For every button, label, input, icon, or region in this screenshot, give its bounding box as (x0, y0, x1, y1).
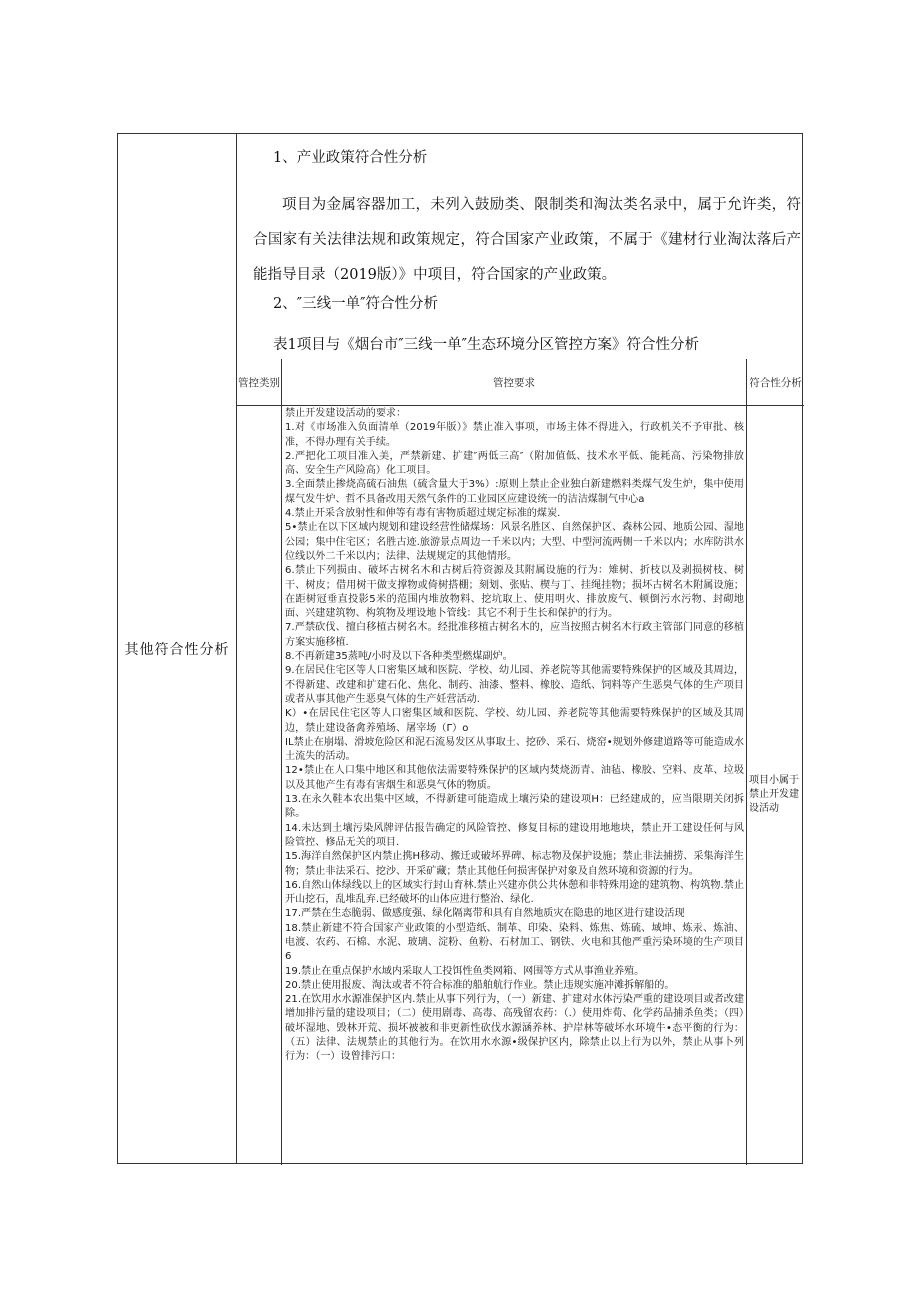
left-category-cell (118, 134, 237, 1163)
header-compliance-label: 符合性分析 (749, 376, 802, 389)
row-compliance-cell (747, 406, 804, 1165)
requirement-text: 禁止开发建设活动的要求： 1.对《市场准入负面清单（2019年版）》禁止准入事项，市场主体不得进入，行政机关不予审批、核准，不得办理有关手续。 2.严把化工项目准入美，严禁新建、扩建″两低三高″（附加值低、技术水平低、能耗高、污染物排放高、安全生产风险高）化工项目。 3.全面禁止掺烧高硫石油焦（硫含量大于3%）:原则上禁止企业独白新建燃料类煤气发生炉，集中使用煤气发牛炉、哲不具备改用天然气条件的工业园区应建设统一的洁洁煤制气中心a 4.禁止开采含放射性和伸等有毒有害物质超过规定标准的煤炭. 5•禁止在以下区域内规划和建设经营性储煤场：风景名胜区、自然保护区、森林公园、地质公园、湿地公园；集中住宅区；名胜古迹.旅游景点周边一千米以内；大型、中型河流两侧一千米以内；水库防洪水位线以外二千米以内；法律、法规规定的其他情形。 6.禁止下列损由、破坏古树名木和古树后符资源及其附属设施的行为：雉树、折枝以及剥损树枝、树干、树皮；借用树干做支撑物或倚树搭棚；刻划、张贴、楔与丁、挂绳挂物；损坏古树名木附属设施；在距树冠垂直投影5米的范围内堆放物料、挖坑取上、使用明火、排放废气、顿倒污水污物、封砌地面、兴建建筑物、构筑物及埋设地卜管线：其它不利于生长和保护的行为。 7.严禁砍伐、擅白移植古树名木。经批准移植古树名木的，应当按照古树名木行政主管部门同意的移植方案实施移植. 8.不再新建35蒸吨/小时及以下各种类型燃煤副炉。 9.在居民住宅区等人口密集区域和医院、学校、幼儿园、养老院等其他需要特殊保护的区域及其周边，不得新建、改建和扩建石化、焦化、制药、油漆、整料、橡胶、造纸、饲料等产生恶臭气体的生产项目或者从事其他产生恶臭气体的生产妊营活动. K）•在居民住宅区等人口密集区域和医院、学校、幼儿园、养老院等其他需要特殊保护的区域及其周边，禁止建设备禽养殖场、屠宰场（Γ）o IL禁止在崩塌、滑坡危险区和泥石流易发区从事取土、挖砂、采石、烧窑•规划外修建道路等可能造成水土流失的活动。 12•禁止在人口集中地区和其他依法需要特殊保护的区域内焚烧沥青、油毡、橡胶、空料、皮革、垃圾以及其他产生有毒有害烟生和恶臭气体的物质。 13.在永久鞋本农出集中区域，不得新建可能造成上壤污染的建设项H：已经建成的，应当限期关闭拆除。 14.未达到土壤污染风牌评估报告确定的风险管控、修复目标的建设用地地块，禁止开工建设任何与风险管控、修品无关的项目. 15.海洋自然保护区内禁止携H移动、搬迁或破坏界碑、标志物及保护设施；禁止非法捕捞、采集海洋生物；禁止非法采石、挖沙、开采矿藏；禁止其他任何损害保护对象及自然环境和资源的行为。 16.自然山体绿线以上的区域实行封山育林.禁止兴建亦供公共休憩和非特殊用途的建筑物、构筑物.禁止开山挖石，乱堆乱弃.已经破坏的山体应进行整治、绿化. 17.严禁在生态脆弱、做感度强、绿化隔离带和具有自然地质灾在隐患的地区进行建设活现 18.禁止新建不符合国家产业政策的小型造纸、制革、印染、染料、炼焦、炼硫、域坤、炼汞、炼油、电渡、农药、石棉、水泥、玻璃、淀粉、鱼粉、石材加工、钢铁、火电和其他严重污染环境的生产项目6 19.禁止在重点保护水域内采取人工投饵性鱼类网箱、网围等方式从事渔业养殖。 20.禁止使用报废、淘汰或者不符合标准的船舶航行作业。禁止违规实施冲滩拆解船的。 21.在饮用水水源准保护区内.禁止从事下列行为，（一）新建、扩建对水体污染严重的建设项目或者改建增加排污量的建设项目；（二）使用剧毒、高毒、高残留农药：（.）使用炸荀、化学药品捕杀鱼类；（四）破坏湿地、毁林开荒、损坏被被和非更新性砍伐水源涵养林、护岸林等破坏水环境牛•态平衡的行为：（五）法律、法规禁止的其他行为。在饮用水水源•级保护区内，除禁止以上行为以外，禁止从事卜列行为：（一）设曾排污口： (285, 408, 744, 1063)
three-lines-heading: 2、″三线一单″符合性分析 (273, 296, 439, 312)
industry-policy-heading: 1、产业政策符合性分析 (273, 150, 428, 166)
header-requirement (282, 359, 747, 406)
table-caption: 表1项目与《烟台市″三线一单″生态环境分区管控方案》符合性分析 (273, 337, 700, 353)
right-content-cell (237, 134, 802, 1163)
industry-policy-paragraph: 项目为金属容器加工，未列入鼓励类、限制类和淘汰类名录中，属于允许类，符合国家有关法律法规和政策规定，符合国家产业政策，不属于《建材行业淘汰落后产能指导目录（2019版）》中项目，符合国家的产业政策。 (253, 197, 801, 283)
compliance-table (237, 359, 804, 1165)
header-requirement-label: 管控要求 (493, 376, 535, 389)
header-category-label: 管控类别 (238, 376, 280, 389)
outer-table (117, 133, 803, 1164)
header-category (237, 359, 282, 406)
compliance-result: 项目小属于禁止开发建设活动 (749, 775, 799, 814)
row-category-cell (237, 406, 282, 1165)
left-category-label: 其他符合性分析 (124, 641, 230, 658)
row-requirement-cell (282, 406, 747, 1165)
header-compliance (747, 359, 804, 406)
